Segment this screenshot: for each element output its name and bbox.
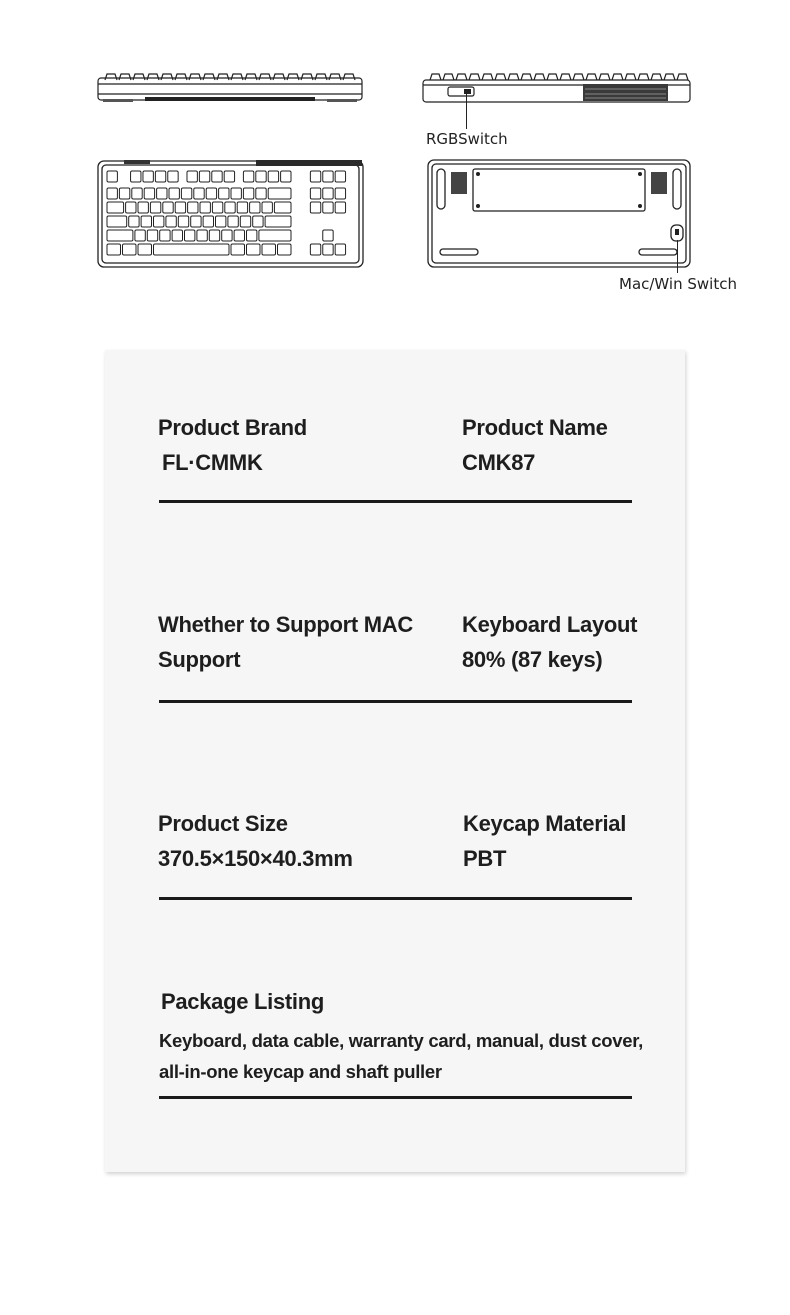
keycap (216, 216, 226, 227)
keycap-outline (508, 74, 519, 80)
keycap (243, 188, 253, 199)
keycap-outline (189, 74, 201, 80)
keycap-outline (430, 74, 441, 80)
keycap-outline (521, 74, 532, 80)
divider-4 (159, 1096, 632, 1099)
product-brand-value: FL·CMMK (162, 450, 263, 475)
keycap (191, 216, 201, 227)
keycap-outline (217, 74, 229, 80)
keyboard-top-view (96, 157, 366, 270)
keycap (225, 202, 235, 213)
keycap (256, 188, 266, 199)
keycap (323, 230, 333, 241)
mac-support-value: Support (158, 647, 241, 672)
keycap (262, 202, 272, 213)
keycap (138, 244, 152, 255)
keycap (335, 244, 345, 255)
keycap (188, 202, 198, 213)
keycap-outline (343, 74, 355, 80)
keycap (194, 188, 204, 199)
keycap-material-value: PBT (463, 846, 507, 871)
keycap (278, 244, 292, 255)
keycap (323, 171, 333, 182)
keycap (178, 216, 188, 227)
keycap (310, 244, 320, 255)
keycap (169, 188, 179, 199)
keycap-outline (133, 74, 145, 80)
package-listing-value: Keyboard, data cable, warranty card, manual, dust cover, all-in-one keycap and shaft puller (159, 1030, 643, 1082)
mac-win-callout-line (677, 240, 678, 273)
keycap (144, 188, 154, 199)
keycap (256, 171, 266, 182)
keycap (147, 230, 157, 241)
keycap (237, 202, 247, 213)
keycap (199, 171, 209, 182)
keycap-outline (625, 74, 636, 80)
keycap-outline (443, 74, 454, 80)
keycap (335, 171, 345, 182)
keycap (200, 202, 210, 213)
keycap-outline (586, 74, 597, 80)
keycap-outline (119, 74, 131, 80)
keyboard-layout-label: Keyboard Layout (462, 612, 638, 637)
keycap (135, 230, 145, 241)
keycap (259, 230, 291, 241)
keycap (138, 202, 148, 213)
keycap (323, 202, 333, 213)
keycap (197, 230, 207, 241)
keycap (155, 171, 165, 182)
mac-support-label: Whether to Support MAC (158, 612, 413, 637)
keyboard-bottom-view (425, 157, 695, 270)
keycap-outline (612, 74, 623, 80)
keycap (154, 244, 230, 255)
keycap-outline (456, 74, 467, 80)
keycap (224, 171, 234, 182)
keycap (168, 171, 178, 182)
keycap (166, 216, 176, 227)
keycap-outline (231, 74, 243, 80)
keycap-outline (664, 74, 675, 80)
keycap (119, 188, 129, 199)
keycap (123, 244, 137, 255)
mac-win-switch-label: Mac/Win Switch (619, 275, 737, 293)
keycap-outline (560, 74, 571, 80)
spec-card (105, 350, 685, 1172)
keycap-outline (245, 74, 257, 80)
keycap-outline (329, 74, 341, 80)
keycap (203, 216, 213, 227)
keycap (310, 171, 320, 182)
product-brand-label: Product Brand (158, 415, 307, 440)
keycap (222, 230, 232, 241)
keycap-outline (495, 74, 506, 80)
keycap (107, 188, 117, 199)
keycap (107, 202, 124, 213)
keycap-outline (482, 74, 493, 80)
keycap-outline (259, 74, 271, 80)
rgb-callout-line (466, 93, 467, 129)
mac-win-switch-icon (675, 229, 679, 235)
keycap-outline (287, 74, 299, 80)
product-name-label: Product Name (462, 415, 608, 440)
keycap (107, 230, 133, 241)
keycap (143, 171, 153, 182)
divider-3 (159, 897, 632, 900)
keycap (131, 171, 141, 182)
keycap-outline (273, 74, 285, 80)
product-size-value: 370.5×150×40.3mm (158, 846, 353, 871)
keycap-outline (651, 74, 662, 80)
keycap (219, 188, 229, 199)
keycap (181, 188, 191, 199)
keycap-outline (105, 74, 117, 80)
keycap (274, 202, 291, 213)
keycap-outline (315, 74, 327, 80)
keycap (132, 188, 142, 199)
keycap (253, 216, 263, 227)
keycap (209, 230, 219, 241)
keycap-outline (677, 74, 688, 80)
keycap (187, 171, 197, 182)
keycap-outline (599, 74, 610, 80)
keycap (228, 216, 238, 227)
divider-1 (159, 500, 632, 503)
keycap (247, 244, 261, 255)
keycap (335, 188, 345, 199)
keycap (323, 244, 333, 255)
keycap (268, 188, 291, 199)
keycap-outline (175, 74, 187, 80)
keycap (107, 171, 117, 182)
package-listing-label: Package Listing (161, 989, 325, 1014)
keycap (335, 202, 345, 213)
product-name-value: CMK87 (462, 450, 536, 475)
keycap (323, 188, 333, 199)
keycap (310, 188, 320, 199)
keycap-outline (638, 74, 649, 80)
keycap-outline (573, 74, 584, 80)
keycap (265, 216, 291, 227)
keycap (163, 202, 173, 213)
keycap-outline (161, 74, 173, 80)
keycap (212, 202, 222, 213)
keycap (107, 216, 127, 227)
keyboard-back-side-view (420, 70, 695, 108)
keycap (247, 230, 257, 241)
keycap (157, 188, 167, 199)
keycap (268, 171, 278, 182)
keyboard-front-side-view (95, 70, 365, 106)
keycap (129, 216, 139, 227)
keycap (231, 188, 241, 199)
product-size-label: Product Size (158, 811, 288, 836)
keycap (234, 230, 244, 241)
keycap (243, 171, 253, 182)
keycap (206, 188, 216, 199)
keycap (240, 216, 250, 227)
keycap (154, 216, 164, 227)
keycap (185, 230, 195, 241)
rgb-switch-label: RGBSwitch (426, 130, 508, 148)
keycap (262, 244, 276, 255)
keycap (126, 202, 136, 213)
keycap (175, 202, 185, 213)
keycap-material-label: Keycap Material (463, 811, 627, 836)
keycap-outline (147, 74, 159, 80)
keycap (250, 202, 260, 213)
keycap (172, 230, 182, 241)
keycap (141, 216, 151, 227)
keycap (231, 244, 245, 255)
keycap (212, 171, 222, 182)
keyboard-layout-value: 80% (87 keys) (462, 647, 603, 672)
keycap (310, 202, 320, 213)
keycap-outline (469, 74, 480, 80)
keycap-outline (203, 74, 215, 80)
keycap-outline (547, 74, 558, 80)
divider-2 (159, 700, 632, 703)
keycap-outline (534, 74, 545, 80)
keycap-outline (301, 74, 313, 80)
keycap (160, 230, 170, 241)
keycap (150, 202, 160, 213)
keycap (281, 171, 291, 182)
keycap (107, 244, 121, 255)
